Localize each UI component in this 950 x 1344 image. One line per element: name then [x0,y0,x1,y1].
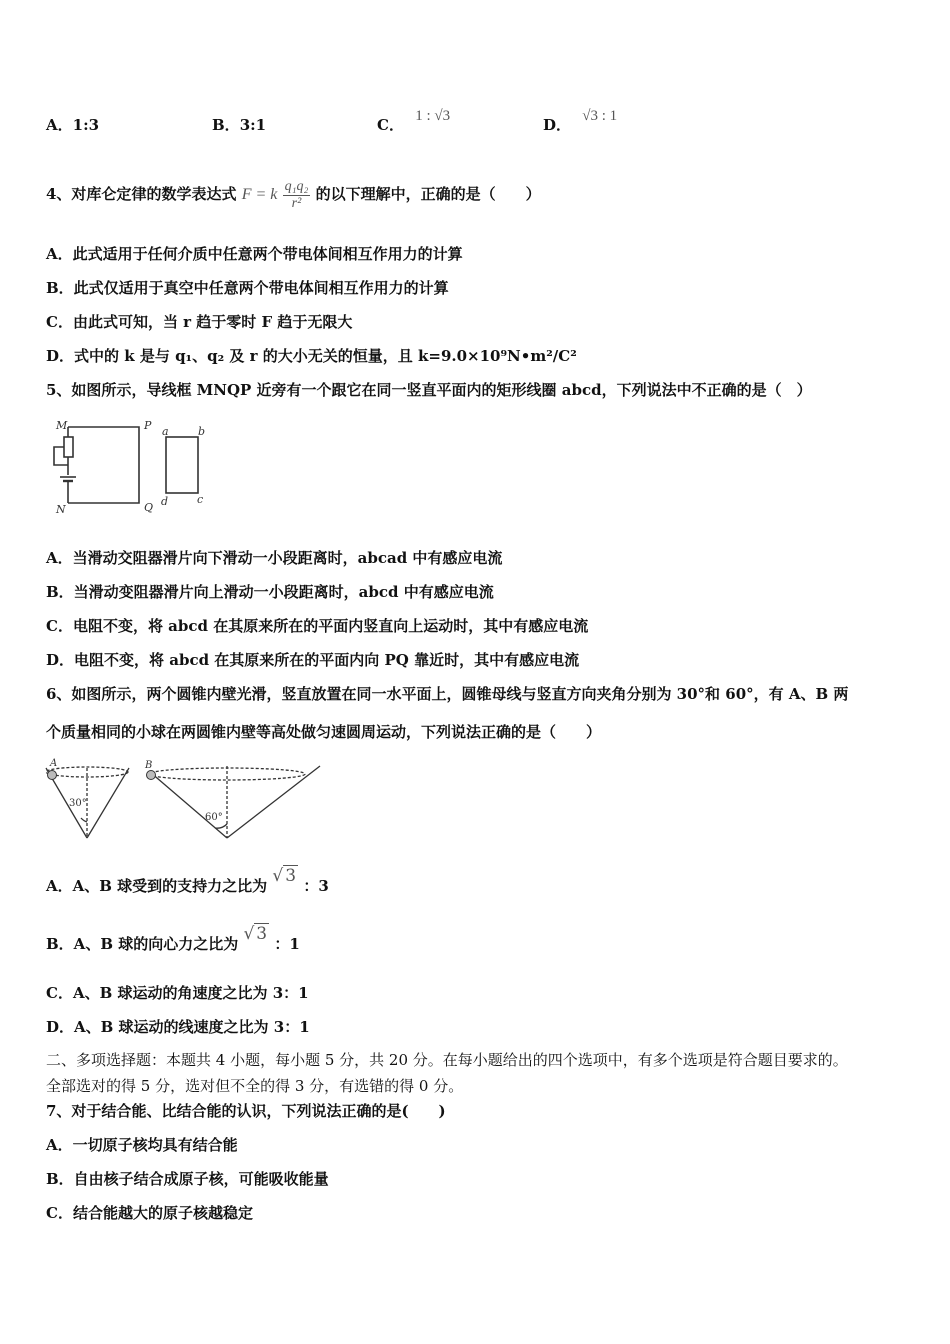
q6-option-d: D．A、B 球运动的线速度之比为 3：1 [46,1018,310,1036]
q6-option-a-tail: ：3 [303,877,329,895]
q5-label-d: d [161,495,169,508]
q5-option-b: B．当滑动变阻器滑片向上滑动一小段距离时，abcd 中有感应电流 [46,583,494,601]
q6-stem-line1: 6、如图所示，两个圆锥内壁光滑，竖直放置在同一水平面上，圆锥母线与竖直方向夹角分别为 30°和 60°，有 A、B 两 [46,685,849,703]
q6-label-30deg: 30° [69,798,87,809]
section2-heading-line2: 全部选对的得 5 分，选对但不全的得 3 分，有选错的得 0 分。 [46,1077,464,1095]
q6-option-b [46,924,300,960]
q4-suffix: 的以下理解中，正确的是（ ） [315,185,541,203]
section2-heading-line1: 二、多项选择题：本题共 4 小题，每小题 5 分，共 20 分。在每小题给出的四个选项中，有多个选项是符合题目要求的。 [46,1051,848,1069]
q5-option-a: A．当滑动交阻器滑片向下滑动一小段距离时，abcad 中有感应电流 [46,549,503,567]
q3-option-d-math: √3 : 1 [582,108,618,124]
q5-stem: 5、如图所示，导线框 MNQP 近旁有一个跟它在同一竖直平面内的矩形线圈 abcd，下列说法中不正确的是（ ） [46,381,812,399]
q4-formula-lhs: F = k [241,186,278,203]
q3-option-b-label: B． [212,116,240,134]
q6-option-a-text: A．A、B 球受到的支持力之比为 [46,877,268,895]
q6-option-a [46,866,329,902]
q5-label-c: c [197,493,204,506]
q6-cone-b-angle-arc [215,824,227,828]
q6-option-a-sqrt: √ 3 [272,866,297,886]
q6-cone-a-angle-arc [81,818,87,822]
q3-option-b-text: 3:1 [239,116,267,134]
q6-cone-b-right-wall [227,766,320,838]
q5-label-b: b [198,425,206,438]
q3-option-c-label: C． [377,116,404,134]
q4-option-d: D．式中的 k 是与 q₁、q₂ 及 r 的大小无关的恒量，且 k=9.0×10⁹N•m²/C² [46,347,577,365]
q5-label-m: M [56,419,68,432]
q4-option-c: C．由此式可知，当 r 趋于零时 F 趋于无限大 [46,313,353,331]
q5-rheostat [64,437,73,457]
q3-option-a-text: 1:3 [72,116,100,134]
q6-cones-figure [40,756,330,846]
q6-ball-a [48,771,57,780]
q5-coil-abcd [166,437,198,493]
q5-label-q: Q [144,501,154,514]
q4-option-b: B．此式仅适用于真空中任意两个带电体间相互作用力的计算 [46,279,449,297]
q3-option-c [377,108,451,135]
q5-label-a: a [162,425,169,438]
q5-label-p: P [144,419,152,432]
q4-formula-denominator: r² [291,195,302,211]
q5-label-n: N [56,503,66,516]
q6-option-b-radicand: 3 [256,924,268,944]
q6-option-b-tail: ：1 [274,935,300,953]
q7-option-c: C．结合能越大的原子核越稳定 [46,1204,253,1222]
q6-label-b: B [145,760,153,771]
q5-circuit-figure [46,415,226,520]
q6-option-b-text: B．A、B 球的向心力之比为 [46,935,239,953]
q3-option-a [46,114,99,135]
q5-option-d: D．电阻不变，将 abcd 在其原来所在的平面内向 PQ 靠近时，其中有感应电流 [46,651,580,669]
q3-option-c-math: 1 : √3 [415,108,451,124]
q5-option-c: C．电阻不变，将 abcd 在其原来所在的平面内竖直向上运动时，其中有感应电流 [46,617,589,635]
q5-frame-wire [68,427,139,503]
q7-stem: 7、对于结合能、比结合能的认识，下列说法正确的是( ) [46,1102,446,1120]
q6-ball-b [147,771,156,780]
q4-formula-numerator: q₁q₂ [284,178,309,194]
q6-option-b-sqrt: √ 3 [243,924,268,944]
q4-formula-fraction [283,179,311,212]
q6-option-a-radicand: 3 [285,866,297,886]
q4-stem [46,174,541,215]
q7-option-b: B．自由核子结合成原子核，可能吸收能量 [46,1170,329,1188]
q3-option-d [543,108,618,135]
q6-label-60deg: 60° [205,812,223,823]
q6-stem-line2: 个质量相同的小球在两圆锥内壁等高处做匀速圆周运动，下列说法正确的是（ ） [46,723,602,741]
q4-prefix: 4、对库仑定律的数学表达式 [46,185,237,203]
q3-option-a-label: A． [46,116,73,134]
q6-label-a: A [50,758,58,769]
q4-option-a: A．此式适用于任何介质中任意两个带电体间相互作用力的计算 [46,245,463,263]
q7-option-a: A．一切原子核均具有结合能 [46,1136,238,1154]
q6-option-c: C．A、B 球运动的角速度之比为 3：1 [46,984,309,1002]
q3-option-d-label: D． [543,116,572,134]
q3-option-b [212,114,266,135]
q6-cone-a-right-wall [87,768,129,838]
